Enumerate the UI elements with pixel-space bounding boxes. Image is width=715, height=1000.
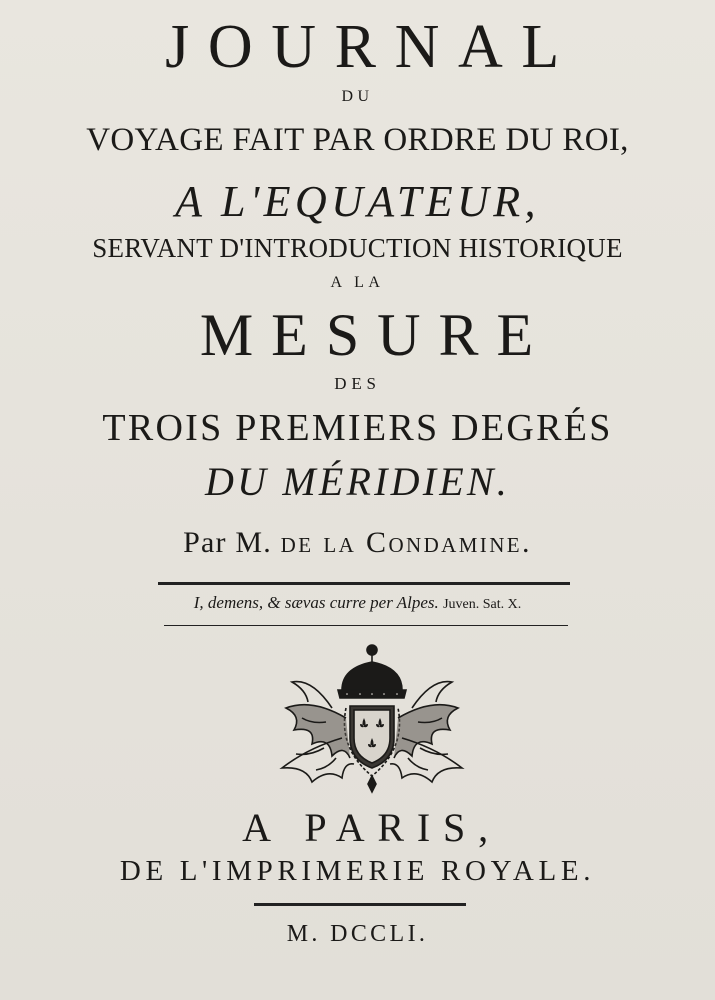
des-line: DES: [334, 374, 381, 393]
voyage-line: VOYAGE FAIT PAR ORDRE DU ROI,: [86, 122, 629, 158]
book-title: JOURNAL: [165, 13, 578, 81]
top-rule: [158, 582, 570, 585]
trois-degres-line: TROIS PREMIERS DEGRÉS: [102, 407, 613, 449]
servant-line: SERVANT D'INTRODUCTION HISTORIQUE: [92, 233, 623, 263]
a-la-line: A LA: [330, 274, 385, 291]
publisher-line: DE L'IMPRIMERIE ROYALE.: [119, 855, 596, 887]
author-line: [0, 528, 715, 558]
meridien-line: DU MÉRIDIEN.: [204, 459, 510, 504]
mesure-line: MESURE: [199, 302, 552, 368]
epigraph-text: I, demens, & sævas curre per Alpes.: [193, 593, 439, 612]
year-rule: [254, 903, 466, 906]
author-prefix: Par M.: [183, 526, 272, 559]
epigraph-line: [0, 594, 715, 612]
place-line: A PARIS,: [242, 805, 501, 850]
equateur-line: A L'EQUATEUR,: [175, 177, 540, 226]
royal-coat-of-arms-icon: [272, 638, 472, 800]
author-name: de la Condamine.: [280, 526, 532, 559]
year-line: M. DCCLI.: [286, 921, 429, 947]
du-line: DU: [341, 88, 374, 105]
epigraph-source: Juven. Sat. X.: [443, 597, 522, 612]
bottom-rule: [164, 625, 568, 626]
